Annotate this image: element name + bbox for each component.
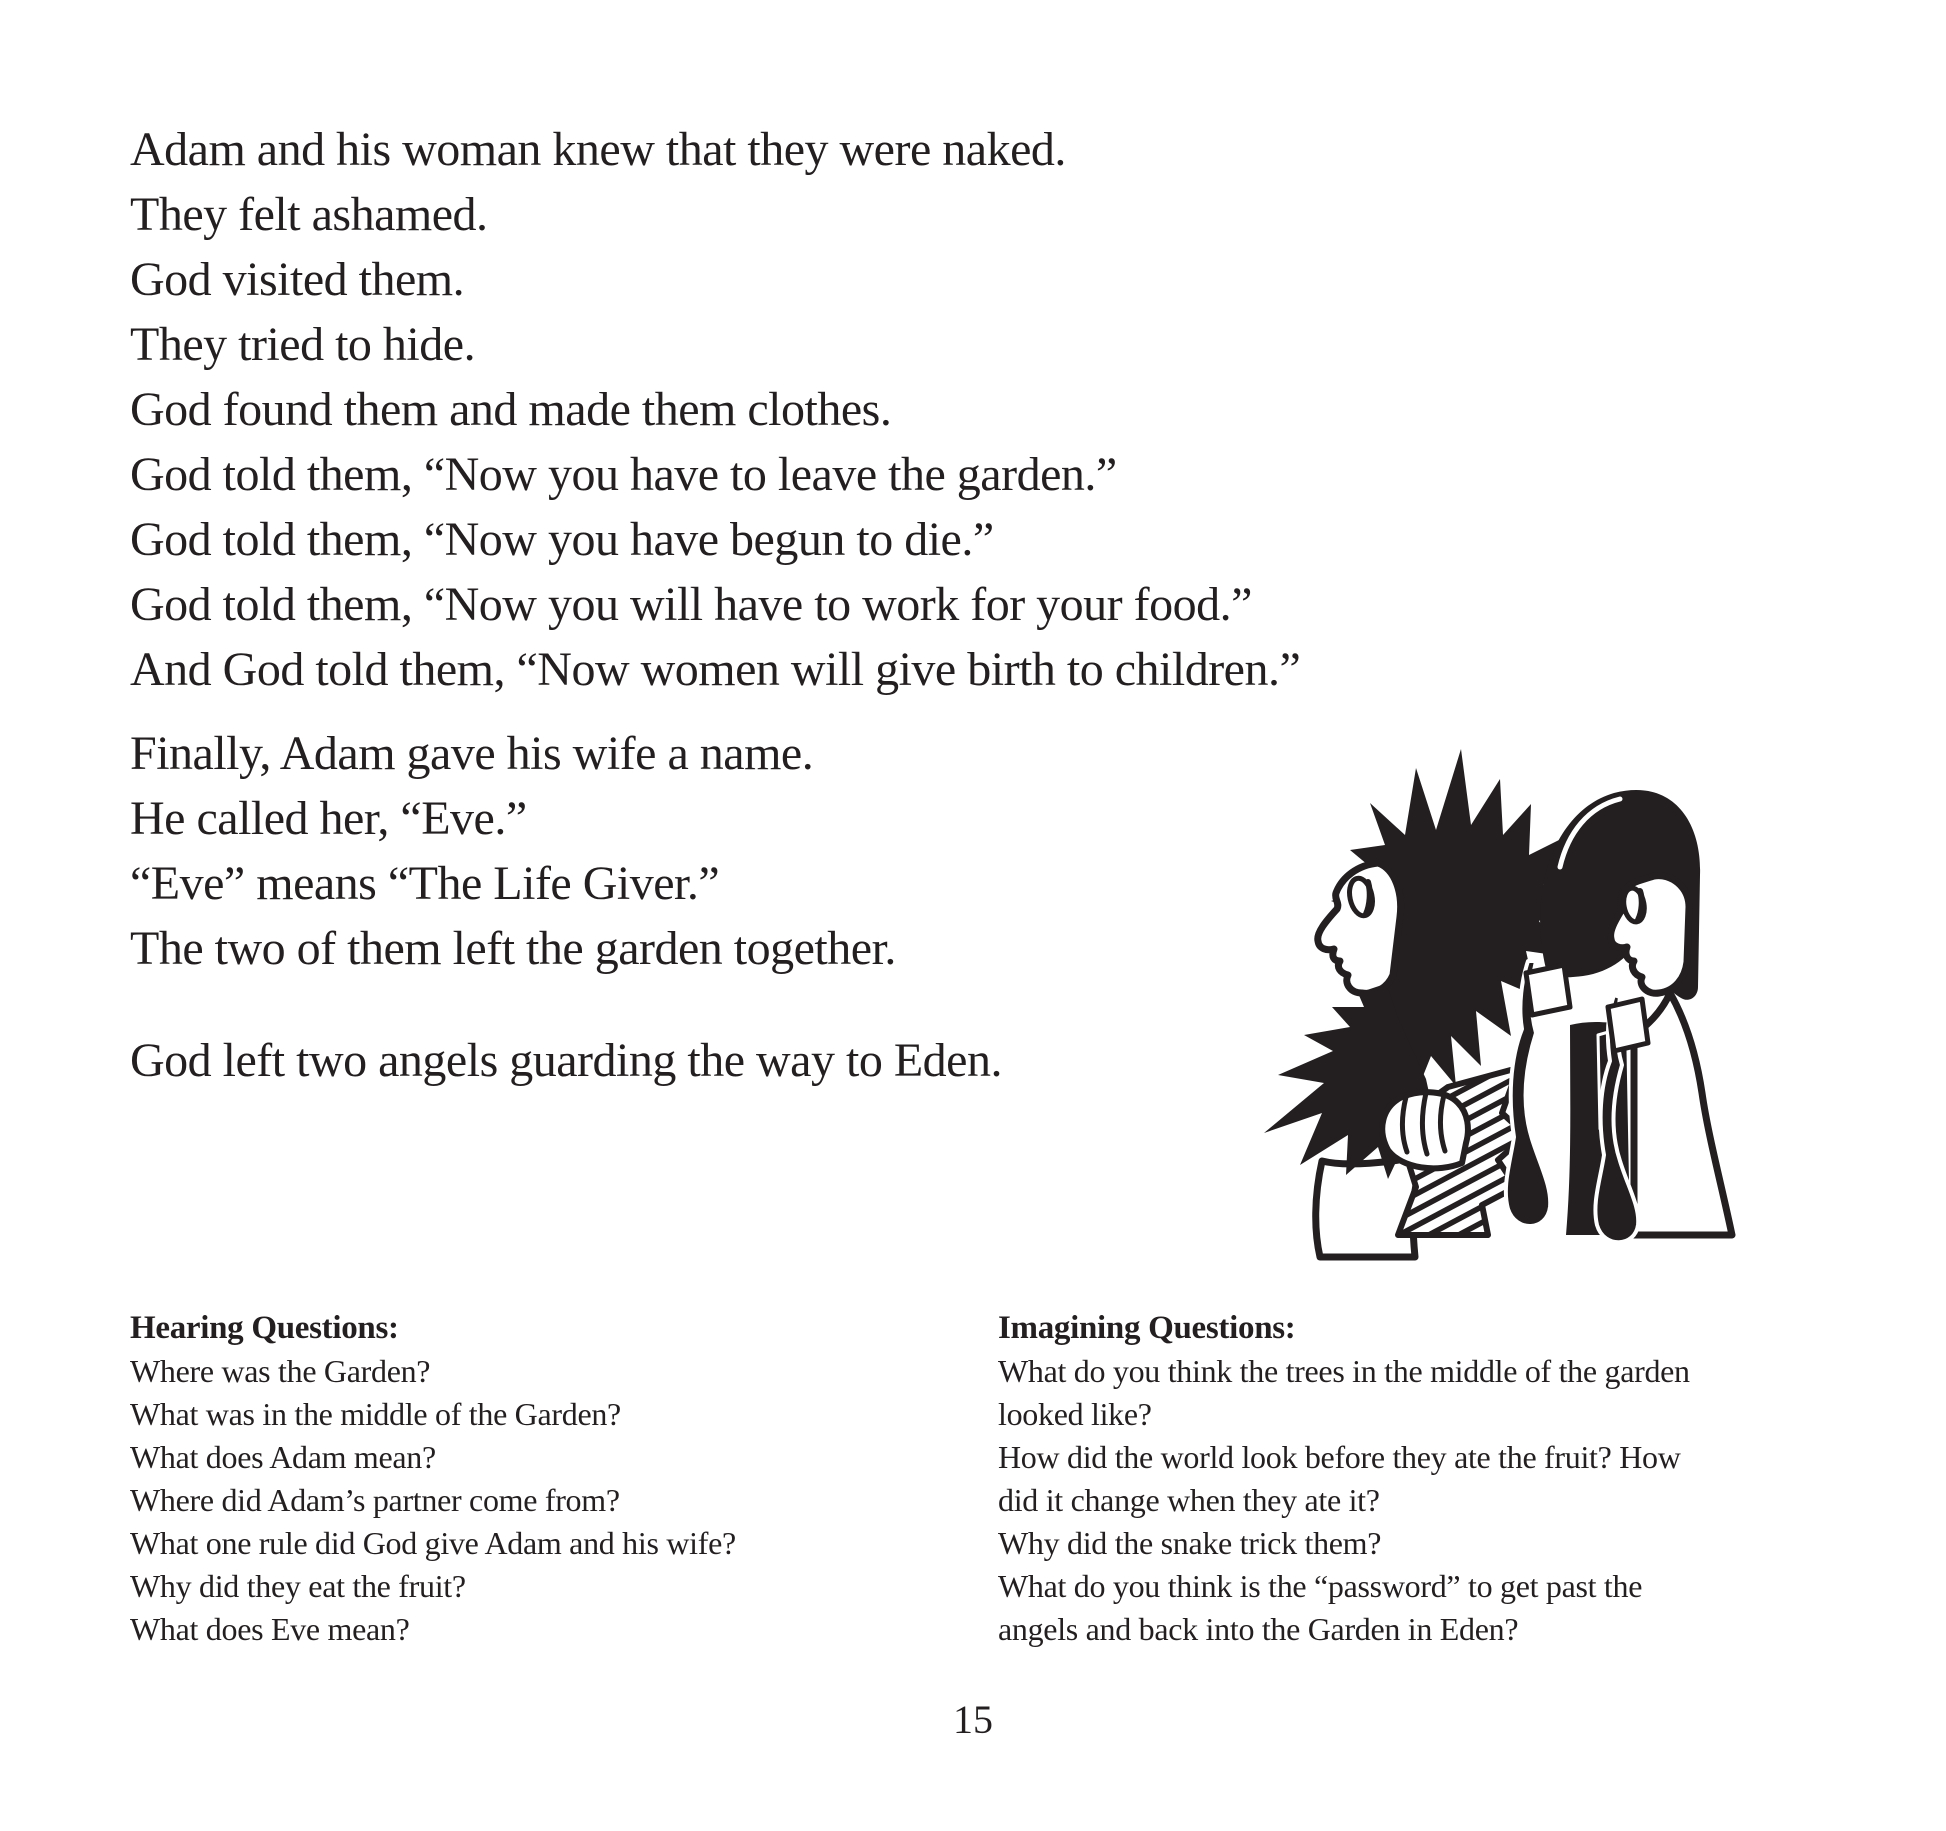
story-line: God left two angels guarding the way to Eden. [130, 1034, 1002, 1087]
question-item: Where was the Garden? [130, 1353, 431, 1389]
hearing-questions-section [130, 1307, 930, 1651]
story-line: He called her, “Eve.” [130, 792, 527, 845]
story-line: They tried to hide. [130, 318, 476, 371]
question-item: Why did the snake trick them? [998, 1525, 1382, 1561]
hearing-questions-title: Hearing Questions: [130, 1310, 399, 1346]
question-item: looked like? [998, 1396, 1152, 1432]
story-paragraph-1 [130, 117, 1300, 702]
adam-and-eve-illustration [1230, 735, 1790, 1265]
story-paragraph-3 [130, 1028, 1300, 1093]
question-item: What does Adam mean? [130, 1439, 436, 1475]
question-item: What do you think the trees in the middle of the garden [998, 1353, 1690, 1389]
question-item: did it change when they ate it? [998, 1482, 1380, 1518]
eve-back-hairtie [1608, 999, 1648, 1051]
imagining-questions-section [998, 1307, 1868, 1651]
story-paragraph-2 [130, 721, 1300, 981]
story-line: God told them, “Now you have begun to die.” [130, 513, 994, 566]
eve-garment [1634, 993, 1732, 1235]
story-line: Finally, Adam gave his wife a name. [130, 727, 814, 780]
story-line: God found them and made them clothes. [130, 383, 892, 436]
imagining-questions-title: Imagining Questions: [998, 1310, 1296, 1346]
figures-group [1264, 749, 1732, 1257]
story-line: God told them, “Now you will have to work for your food.” [130, 578, 1252, 631]
story-line: “Eve” means “The Life Giver.” [130, 857, 720, 910]
story-text [130, 117, 1300, 1093]
question-item: What one rule did God give Adam and his wife? [130, 1525, 736, 1561]
question-item: angels and back into the Garden in Eden? [998, 1611, 1519, 1647]
story-line: They felt ashamed. [130, 188, 488, 241]
question-item: What do you think is the “password” to get past the [998, 1568, 1643, 1604]
eve-face [1611, 876, 1689, 994]
adam-and-eve-drawing [1230, 735, 1790, 1265]
story-line: And God told them, “Now women will give birth to children.” [130, 643, 1301, 696]
eve-front-hairtie [1526, 965, 1570, 1015]
question-item: What was in the middle of the Garden? [130, 1396, 621, 1432]
story-line: The two of them left the garden together. [130, 922, 896, 975]
question-item: Why did they eat the fruit? [130, 1568, 466, 1604]
question-item: How did the world look before they ate the fruit? How [998, 1439, 1681, 1475]
question-item: What does Eve mean? [130, 1611, 410, 1647]
question-item: Where did Adam’s partner come from? [130, 1482, 620, 1518]
story-line: Adam and his woman knew that they were naked. [130, 123, 1066, 176]
story-line: God told them, “Now you have to leave the garden.” [130, 448, 1117, 501]
story-line: God visited them. [130, 253, 465, 306]
page-number: 15 [953, 1697, 993, 1742]
